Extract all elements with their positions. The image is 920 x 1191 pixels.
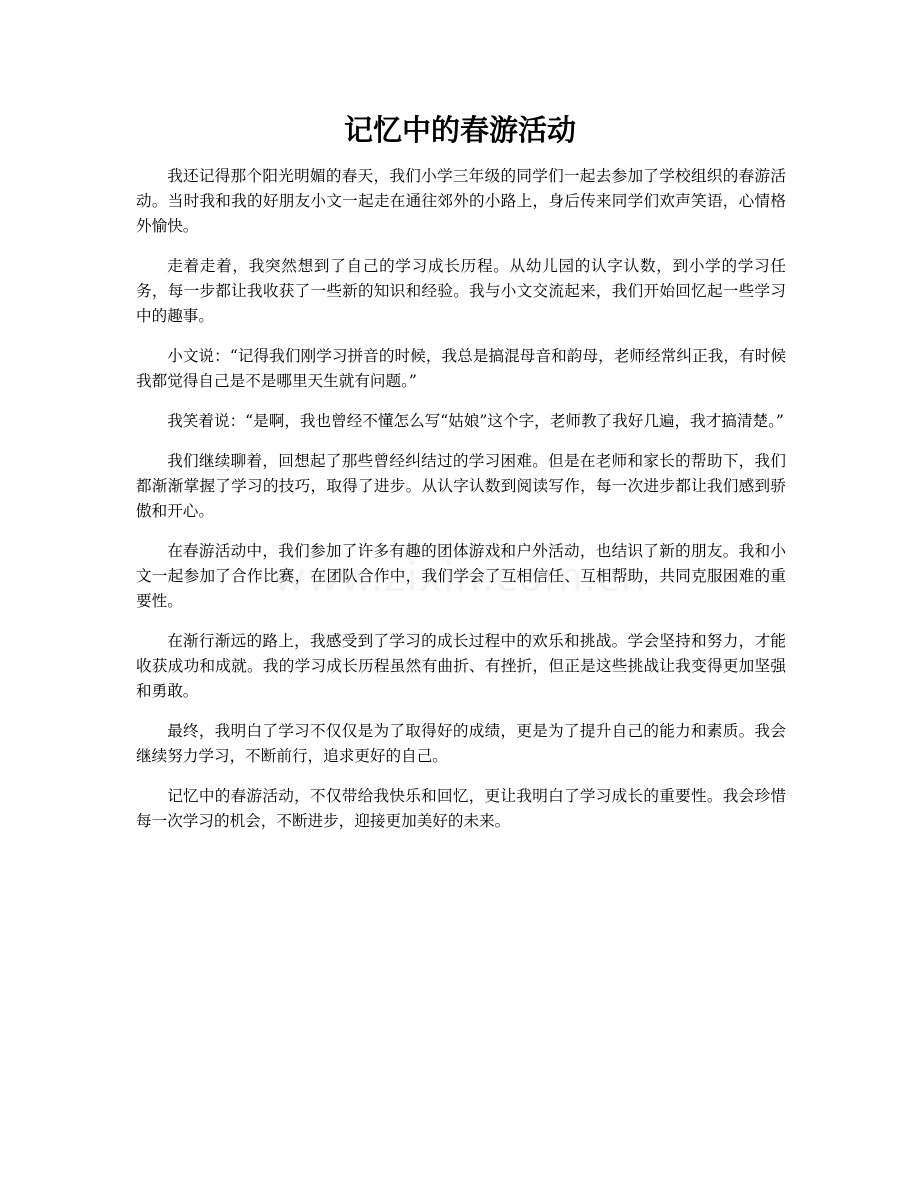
paragraph-4: 我笑着说：“是啊，我也曾经不懂怎么写“姑娘”这个字，老师教了我好几遍，我才搞清楚。”: [167, 412, 784, 430]
paragraph-5: 我们继续聊着，回想起了那些曾经纠结过的学习困难。但是在老师和家长的帮助下，我们都渐渐掌握了学习的技巧，取得了进步。从认字认数到阅读写作，每一次进步都让我们感到骄傲和开心。: [136, 452, 786, 520]
paragraph-6: 在春游活动中，我们参加了许多有趣的团体游戏和户外活动，也结识了新的朋友。我和小文一起参加了合作比赛，在团队合作中，我们学会了互相信任、互相帮助，共同克服困难的重要性。: [136, 542, 786, 610]
paragraph-7: 在渐行渐远的路上，我感受到了学习的成长过程中的欢乐和挑战。学会坚持和努力，才能收获成功和成就。我的学习成长历程虽然有曲折、有挫折，但正是这些挑战让我变得更加坚强和勇敢。: [136, 632, 786, 700]
document-body: [136, 164, 786, 849]
paragraph-8: 最终，我明白了学习不仅仅是为了取得好的成绩，更是为了提升自己的能力和素质。我会继续努力学习，不断前行，追求更好的自己。: [136, 722, 786, 765]
document-title: 记忆中的春游活动: [343, 113, 576, 147]
paragraph-1: 我还记得那个阳光明媚的春天，我们小学三年级的同学们一起去参加了学校组织的春游活动。当时我和我的好朋友小文一起走在通往郊外的小路上，身后传来同学们欢声笑语，心情格外愉快。: [136, 167, 786, 235]
paragraph-2: 走着走着，我突然想到了自己的学习成长历程。从幼儿园的认字认数，到小学的学习任务，每一步都让我收获了一些新的知识和经验。我与小文交流起来，我们开始回忆起一些学习中的趣事。: [136, 257, 786, 325]
paragraph-3: 小文说：“记得我们刚学习拼音的时候，我总是搞混母音和韵母，老师经常纠正我，有时候我都觉得自己是不是哪里天生就有问题。”: [136, 347, 786, 390]
paragraph-9: 记忆中的春游活动，不仅带给我快乐和回忆，更让我明白了学习成长的重要性。我会珍惜每一次学习的机会，不断进步，迎接更加美好的未来。: [136, 787, 786, 830]
